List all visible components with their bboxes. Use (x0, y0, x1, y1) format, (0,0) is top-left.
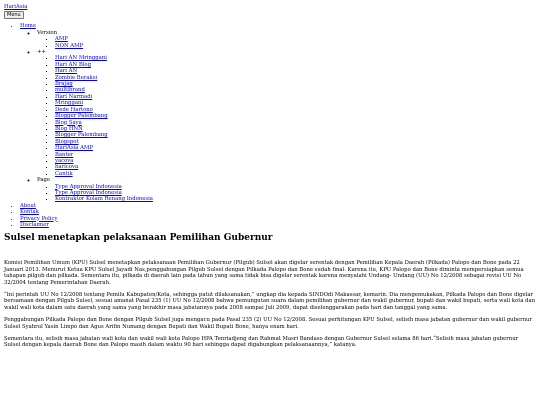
links-link[interactable]: Hari AN (55, 68, 78, 75)
links-link[interactable]: haricova (55, 164, 79, 171)
page-link[interactable]: Kontraktor Kolam Renang Indonesia (55, 196, 153, 203)
nav-label-page: Page (37, 177, 51, 184)
links-link[interactable]: Brajag (55, 81, 73, 88)
links-link[interactable]: HariAsia AMP (55, 145, 93, 152)
links-link[interactable]: Blog Saya (55, 119, 82, 126)
nav-item-links (37, 49, 536, 177)
links-link[interactable]: Zombie Beraksi (55, 74, 98, 81)
article-paragraph: Sementara itu, selisih masa jabatan wali kota dan wakil wali kota Palopo HPA Tenriadjeng dan Rahmat Masri Bandaso dengan Gubernur Sulsel selama 86 hari.“Selisih masa jabatan gubernur Sulsel dengan kepala daerah Bone dan Palopo masih dalam waktu 90 hari sehingga dapat digabungkan pelaksanaannya,” katanya. (4, 336, 519, 349)
version-link-non-amp[interactable]: NON AMP (55, 42, 84, 49)
main-nav (4, 23, 536, 228)
nav-link-privacy-policy[interactable]: Privacy Policy (20, 215, 58, 222)
links-link[interactable]: Hari Narmadi (55, 93, 93, 100)
nav-label-version: Version (37, 29, 58, 36)
links-link[interactable]: Hari AN Mringgani (55, 55, 107, 62)
article-paragraph: “Ini perintah UU No 12/2008 tentang Pemilu Kabupaten/Kota, sehingga patut dilaksanakan,” ungkap dia kepada SINDOdi Makassar, kemarin. Dia mengemukakan, Pilkada Palopo dan Bone digelar bersamaan dengan Pilgub Sulsel, sesuai amanat Pasal 235 (1) UU No 12/2008 bahwa pemungutan suara dalam pemilihan gubernur dan wakil gubernur, bupati dan wakil bupati, serta wali kota dan wakil wali kota dalam satu daerah yang sama yang berakhir masa jabatannya pada 2008 sampai Juli 2009, dapat diselenggarakan pada hari dan tanggal yang sama. (4, 292, 536, 311)
article-title: Sulsel menetapkan pelaksanaan Pemilihan Gubernur (4, 233, 273, 244)
nav-item-page (37, 177, 536, 203)
nav-link-home[interactable]: Home (20, 23, 36, 30)
nav-submenu-home (20, 30, 536, 203)
nav-item-version (37, 30, 536, 49)
links-link[interactable]: Dede Hartono (55, 106, 93, 113)
article-paragraph: Komisi Pemilihan Umum (KPU) Sulsel menetapkan pelaksanaan Pemilihan Gubernur (Pilgub) Sulsel akan digelar serentak dengan Pemilihan Kepala Daerah (Pilkada) Palopo dan Bone pada 22 Januari 2013. Menurut Ketua KPU Sulsel Jayadi Nas,penggabungan Pilgub Sulsel dengan Pilkada Palopo dan Bone sudah final. Karena itu, KPU Palopo dan Bone diminta mempersiapkan semua tahapan pilgub dan pilkada. Sementara itu, pilkada di daerah lain pada tahun yang sama tidak bisa digelar serentak karena menyalahi Undang- Undang (UU) No 12/2008 sebagai revisi UU No 32/2004 tentang Pemerintahan Daerah. (4, 260, 524, 286)
article-paragraph: Penggabungan Pilkada Palopo dan Bone dengan Pilgub Sulsel juga mengacu pada Pasal 235 (2) UU No 12/2008. Sesuai perhitungan KPU Sulsel, selisih masa jabatan gubernur dan wakil gubernur Sulsel Syahrul Yasin Limpo dan Agus Arifin Numang dengan Bupati dan Wakil Bupati Bone, hanya enam hari. (4, 317, 532, 330)
menu-button[interactable]: Menu (4, 11, 24, 19)
links-link[interactable]: Hari AN Blog (55, 61, 91, 68)
links-link[interactable]: Blogger Palembang (55, 132, 108, 139)
links-link[interactable]: Mringgani (55, 100, 84, 107)
page-link[interactable]: Type Approval Indonesia (55, 183, 122, 190)
links-submenu (37, 55, 536, 177)
nav-link-about[interactable]: About (20, 202, 36, 209)
nav-link-disclaimer[interactable]: Disclaimer (20, 222, 49, 228)
version-submenu (37, 36, 536, 49)
nav-item-disclaimer (20, 222, 536, 228)
version-link-amp[interactable]: AMP (55, 36, 68, 43)
site-logo-link[interactable]: HariAsia (4, 4, 28, 10)
links-link[interactable]: multibrand (55, 87, 85, 94)
links-link[interactable]: Banter (55, 151, 74, 158)
nav-label-links: ++ (37, 49, 46, 56)
nav-link-kontak[interactable]: Kontak (20, 209, 39, 216)
page-link[interactable]: Type Approval Indonesia (55, 189, 122, 196)
links-link[interactable]: yacova (55, 157, 74, 164)
page-submenu (37, 184, 536, 203)
nav-item-home (20, 23, 536, 202)
links-link[interactable]: Blogspot (55, 138, 79, 145)
links-link[interactable]: Cantik (55, 170, 73, 177)
links-link[interactable]: Blog HNN (55, 125, 83, 132)
links-link[interactable]: Blogger Palembang (55, 113, 108, 120)
